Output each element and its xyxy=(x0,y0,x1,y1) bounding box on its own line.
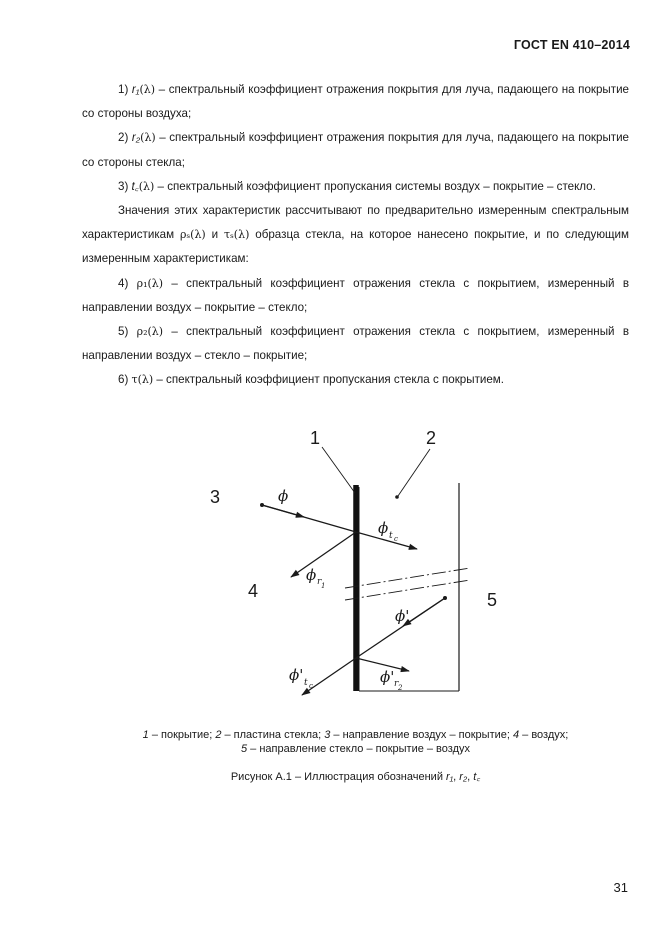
label-4: 4 xyxy=(248,581,259,601)
leader-1 xyxy=(322,447,355,493)
item-4: 4) ρ₁(λ) – спектральный коэффициент отражения стекла с покрытием, измеренный в направлении воздух – покрытие – стекло; xyxy=(82,276,629,314)
svg-text:ϕ: ϕ xyxy=(378,519,389,537)
item-3: 3) t꜀(λ) – спектральный коэффициент пропускания системы воздух – покрытие – стекло. xyxy=(118,179,596,193)
leader-2 xyxy=(398,449,430,496)
item-2: 2) r₂(λ) – спектральный коэффициент отражения покрытия для луча, падающего на покрытие со стороны стекла; xyxy=(82,131,630,169)
svg-text:r: r xyxy=(394,679,399,689)
figure-title: Рисунок А.1 – Иллюстрация обозначений r₁, r₂, t꜀ xyxy=(230,771,481,783)
label-5: 5 xyxy=(487,590,498,610)
phi-prime-tc-label xyxy=(289,666,313,690)
svg-text:t: t xyxy=(389,531,393,541)
legend-line-1: 1 – покрытие; 2 – пластина стекла; 3 – направление воздух – покрытие; 4 – воздух; xyxy=(142,729,569,741)
label-1: 1 xyxy=(310,428,321,448)
phi-label: ϕ xyxy=(278,487,289,505)
svg-text:r: r xyxy=(317,577,322,587)
document-header: ГОСТ EN 410–2014 xyxy=(513,38,630,52)
svg-text:c: c xyxy=(309,682,313,690)
svg-text:ϕ: ϕ xyxy=(306,566,317,584)
phi-r1-label xyxy=(306,566,325,590)
svg-text:1: 1 xyxy=(321,582,326,590)
reflected-ray-1 xyxy=(291,532,356,577)
phi-prime-r2-label xyxy=(380,668,403,692)
item-6: 6) τ(λ) – спектральный коэффициент пропускания стекла с покрытием. xyxy=(118,373,505,387)
svg-text:ϕ': ϕ' xyxy=(380,668,395,686)
svg-text:2: 2 xyxy=(398,684,403,692)
item-1: 1) r₁(λ) – спектральный коэффициент отражения покрытия для луча, падающего на покрытие со стороны воздуха; xyxy=(82,83,629,121)
page-number: 31 xyxy=(613,880,628,895)
legend-line-2: 5 – направление стекло – покрытие – воздух xyxy=(241,743,470,755)
phi-prime-label: ϕ' xyxy=(395,607,410,625)
label-2: 2 xyxy=(426,428,437,448)
svg-text:c: c xyxy=(394,535,398,543)
intro-paragraph: Значения этих характеристик рассчитывают по предварительно измеренным спектральным характеристикам ρₛ(λ) и τₛ(λ) образца стекла, на которое нанесено покрытие, и по следующим измеренным характеристикам: xyxy=(82,204,630,266)
incident-ray-arrow xyxy=(262,505,304,517)
svg-text:ϕ': ϕ' xyxy=(289,666,304,684)
glass-plate xyxy=(359,483,459,691)
figure-legend xyxy=(82,728,629,756)
leader-2-dot xyxy=(395,495,399,499)
item-5: 5) ρ₂(λ) – спектральный коэффициент отражения стекла с покрытием, измеренный в направлении воздух – стекло – покрытие; xyxy=(82,325,629,363)
label-3: 3 xyxy=(210,487,221,507)
svg-text:t: t xyxy=(304,678,308,688)
break-lines xyxy=(345,568,470,600)
